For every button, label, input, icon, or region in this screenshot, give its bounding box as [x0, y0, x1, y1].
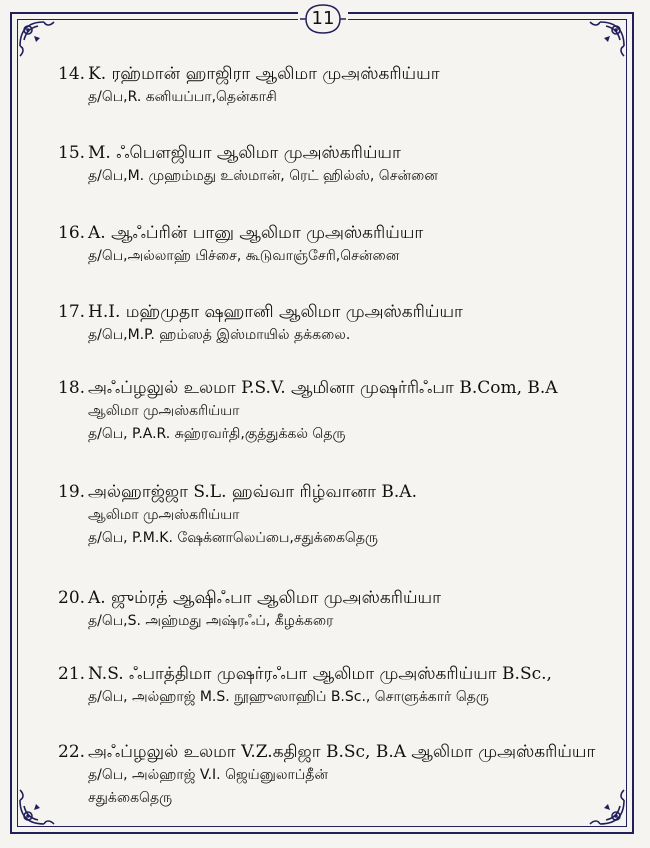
entry-17 [58, 300, 463, 347]
entry-name: A. ஆஃப்ரின் பானு ஆலிமா முஅஸ்கரிய்யா [88, 223, 424, 243]
entry-number: 15. [58, 143, 86, 163]
entry-detail: த/பெ,M. முஹம்மது உஸ்மான், ரெட் ஹில்ஸ், சென்னை [88, 168, 438, 184]
entry-name: H.I. மஹ்முதா ஷஹானி ஆலிமா முஅஸ்கரிய்யா [88, 302, 463, 322]
entry-detail: த/பெ, அல்ஹாஜ் V.I. ஜெய்னுலாப்தீன் [88, 767, 328, 783]
page-number: 11 [298, 2, 348, 36]
entry-number: 19. [58, 482, 86, 502]
entry-detail: த/பெ,R. கனியப்பா,தென்காசி [88, 89, 277, 105]
entry-address: சதுக்கைதெரு [88, 790, 173, 806]
entry-16 [58, 221, 423, 268]
entry-detail: த/பெ,S. அஹ்மது அஷ்ரஃப், கீழக்கரை [88, 613, 334, 629]
entry-name: அல்ஹாஜ்ஜா S.L. ஹவ்வா ரிழ்வானா B.A. [88, 482, 417, 502]
corner-ornament-icon [576, 16, 630, 70]
entry-20 [58, 586, 441, 633]
entry-number: 20. [58, 588, 86, 608]
entry-number: 14. [58, 64, 86, 84]
entry-name: K. ரஹ்மான் ஹாஜிரா ஆலிமா முஅஸ்கரிய்யா [88, 64, 440, 84]
entry-number: 17. [58, 302, 86, 322]
entry-21 [58, 662, 552, 709]
entry-detail: த/பெ, அல்ஹாஜ் M.S. நூஹுஸாஹிப் B.Sc., சொளுக்கார் தெரு [88, 689, 489, 705]
entry-name: அஃப்ழலுல் உலமா V.Z.கதிஜா B.Sc, B.A ஆலிமா முஅஸ்கரிய்யா [88, 742, 596, 762]
entry-detail: த/பெ,M.P. ஹம்ஸத் இஸ்மாயில் தக்கலை. [88, 327, 351, 343]
entry-name: A. ஜும்ரத் ஆஷிஃபா ஆலிமா முஅஸ்கரிய்யா [88, 588, 441, 608]
entry-number: 22. [58, 742, 86, 762]
entry-14 [58, 62, 440, 109]
entry-detail: த/பெ, P.M.K. ஷேக்னாலெப்பை,சதுக்கைதெரு [88, 530, 378, 546]
entry-detail: த/பெ,அல்லாஹ் பிச்சை, கூடுவாஞ்சேரி,சென்னை [88, 248, 400, 264]
entry-title: ஆலிமா முஅஸ்கரிய்யா [88, 507, 240, 523]
entry-19 [58, 480, 417, 550]
entry-22 [58, 740, 595, 810]
entry-number: 18. [58, 378, 86, 398]
entry-detail: த/பெ, P.A.R. சுஹ்ரவர்தி,குத்துக்கல் தெரு [88, 426, 346, 442]
entry-title: ஆலிமா முஅஸ்கரிய்யா [88, 403, 240, 419]
page-number-frame-icon [298, 2, 348, 36]
entry-name: N.S. ஃபாத்திமா முஷர்ரஃபா ஆலிமா முஅஸ்கரிய்யா B.Sc., [88, 664, 552, 684]
entry-name: அஃப்ழலுல் உலமா P.S.V. ஆமினா முஷர்ரிஃபா B.Com, B.A [88, 378, 558, 398]
entry-15 [58, 141, 438, 188]
entry-number: 16. [58, 223, 86, 243]
entry-18 [58, 376, 558, 446]
entry-name: M. ஃபௌஜியா ஆலிமா முஅஸ்கரிய்யா [88, 143, 401, 163]
entry-number: 21. [58, 664, 86, 684]
